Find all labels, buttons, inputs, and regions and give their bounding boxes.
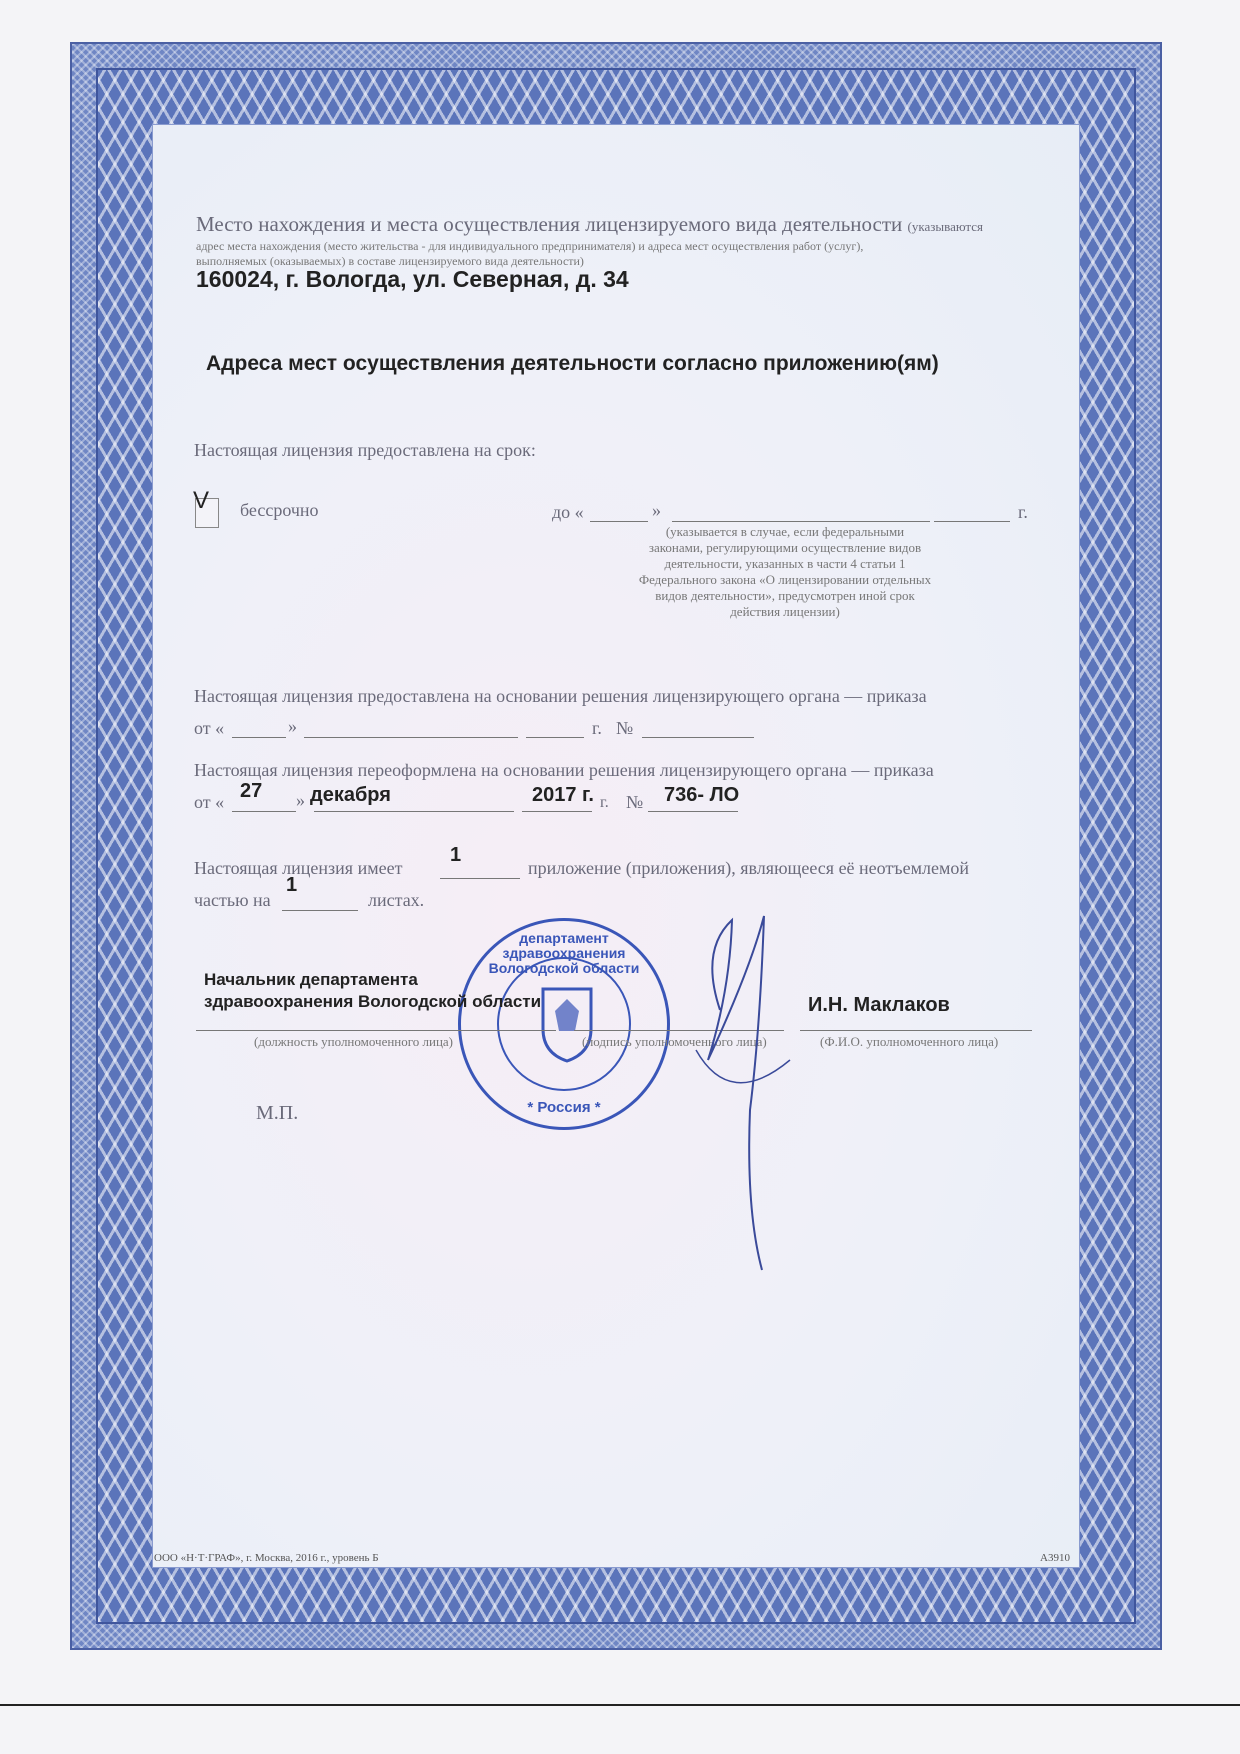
reissued-number-line: [648, 811, 738, 812]
reissued-close: »: [296, 790, 305, 810]
reissued-ot: от «: [194, 792, 225, 812]
granted-year-line: [526, 737, 584, 738]
term-note-line: видов деятельности», предусмотрен иной срок: [655, 588, 915, 603]
annex-line2-suffix: листах.: [368, 890, 425, 910]
annex-sheets: 1: [286, 874, 298, 896]
position-line: [196, 1030, 556, 1031]
reissued-day-line: [232, 811, 296, 812]
reissued-day: 27: [240, 780, 263, 802]
header-title-note: (указываются: [907, 219, 983, 234]
caption-signature: (подпись уполномоченного лица): [582, 1034, 767, 1049]
term-note-line: законами, регулирующими осуществление видов: [648, 540, 922, 555]
signer-position-line-2: здравоохранения Вологодской области: [204, 992, 542, 1011]
form-code: А3910: [1040, 1552, 1070, 1564]
term-until-suffix: г.: [1018, 502, 1028, 522]
activity-places: Адреса мест осуществления деятельности согласно приложению(ям): [206, 352, 939, 375]
reissued-month: декабря: [310, 784, 391, 806]
header-title-main: Место нахождения и места осуществления лицензируемого вида деятельности: [196, 212, 903, 236]
seal-top-text: департамент здравоохранения Вологодской области: [488, 930, 640, 976]
term-unlimited: бессрочно: [240, 500, 319, 520]
annex-prefix: Настоящая лицензия имеет: [194, 858, 403, 878]
granted-month-line: [304, 737, 518, 738]
term-year-line: [934, 521, 1010, 522]
caption-position: (должность уполномоченного лица): [254, 1034, 454, 1049]
caption-name: (Ф.И.О. уполномоченного лица): [820, 1034, 999, 1049]
term-until-mid: »: [652, 500, 661, 520]
annex-count: 1: [450, 844, 462, 866]
term-month-line: [672, 521, 930, 522]
printer-info: ООО «Н·Т·ГРАФ», г. Москва, 2016 г., уровень Б: [154, 1552, 379, 1564]
seal-bottom-text: * Россия *: [527, 1099, 601, 1116]
term-note: [620, 524, 950, 620]
granted-close: »: [288, 716, 297, 736]
signer-position-line-1: Начальник департамента: [204, 970, 418, 989]
coat-of-arms-icon: [537, 983, 597, 1063]
annex-middle: приложение (приложения), являющееся её неотъемлемой: [528, 858, 969, 878]
header-title: [196, 212, 983, 237]
granted-number-line: [642, 737, 754, 738]
license-address: 160024, г. Вологда, ул. Северная, д. 34: [196, 266, 629, 292]
term-note-line: (указывается в случае, если федеральными: [665, 524, 905, 539]
reissued-year-line: [522, 811, 592, 812]
annex-line2-prefix: частью на: [194, 890, 271, 910]
annex-sheets-line: [282, 910, 358, 911]
document-paper: [152, 124, 1080, 1568]
term-until-prefix: до «: [552, 502, 584, 522]
stamp-place: М.П.: [256, 1102, 299, 1124]
signer-name: И.Н. Маклаков: [808, 994, 950, 1016]
granted-ot: от «: [194, 718, 225, 738]
reissued-month-line: [314, 811, 514, 812]
term-label: Настоящая лицензия предоставлена на срок:: [194, 440, 536, 460]
handwritten-signature-icon: [690, 910, 800, 1280]
reissued-number: 736- ЛО: [664, 784, 740, 806]
reissued-no: №: [626, 792, 644, 812]
granted-no: №: [616, 718, 634, 738]
scan-edge-line: [0, 1704, 1240, 1706]
granted-g: г.: [592, 718, 602, 738]
term-note-line: действия лицензии): [730, 604, 840, 619]
term-note-line: Федерального закона «О лицензировании отдельных: [638, 572, 932, 587]
header-note-line-3: выполняемых (оказываемых) в составе лицензируемого вида деятельности): [196, 254, 584, 268]
checkbox-mark: V: [193, 487, 210, 514]
reissued-g: г.: [600, 794, 609, 811]
name-line: [800, 1030, 1032, 1031]
term-note-line: деятельности, указанных в части 4 статьи 1: [664, 556, 906, 571]
granted-day-line: [232, 737, 286, 738]
granted-line: Настоящая лицензия предоставлена на основании решения лицензирующего органа — приказа: [194, 686, 927, 706]
reissued-year: 2017 г.: [532, 784, 594, 806]
annex-count-line: [440, 878, 520, 879]
reissued-line: Настоящая лицензия переоформлена на основании решения лицензирующего органа — приказа: [194, 760, 934, 780]
header-note-line-2: адрес места нахождения (место жительства - для индивидуального предпринимателя) и адреса мест осуществления работ (услуг),: [196, 239, 864, 253]
official-seal: [458, 918, 670, 1130]
term-day-line: [590, 521, 648, 522]
